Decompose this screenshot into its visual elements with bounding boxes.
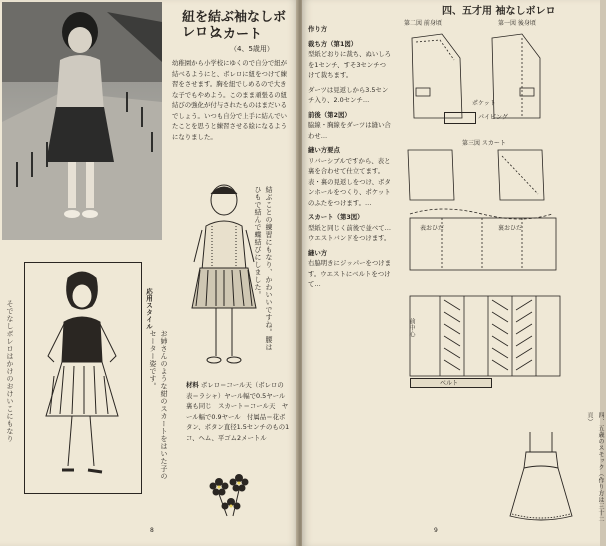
girl-illustration xyxy=(34,266,130,490)
skirt-pattern-diagram xyxy=(402,144,562,274)
cutting-heading: 裁ち方（第1図） xyxy=(308,39,358,48)
smock-illustration xyxy=(508,428,574,524)
fig2-label: 第二図 前身頃 xyxy=(404,20,442,27)
front-fold-label: 表おひだ xyxy=(420,225,445,232)
sewing-heading: 縫い方 xyxy=(308,248,328,257)
sewing-points-heading: 縫い方要点 xyxy=(308,146,340,154)
materials-text: ボレロ＝コール天（ボレロの表＝ラシャ）ヤール幅で0.5ヤール 裏も同じ スカート＝コール天 ヤール幅で0.9ヤール 付属品＝花ボタン、ボタン直径1.5センチのもの1コ、ヘム、平ゴム2メートル xyxy=(186,381,292,442)
right-page xyxy=(302,0,604,546)
age-range: （4、5歳用） xyxy=(230,45,274,53)
front-back-heading: 前後（第2図） xyxy=(308,110,351,119)
materials-label: 材料 xyxy=(186,381,199,389)
child-photo xyxy=(2,2,162,240)
side-caption: 四、五歳のスモック（作り方は三十二頁） xyxy=(586,412,604,523)
pocket-diagram xyxy=(444,112,476,124)
pocket-label: ポケット xyxy=(472,100,496,107)
back-fold-label: 裏おひだ xyxy=(498,225,523,232)
intro-text: 幼稚園から小学校にゆくので自分で紐が結べるようにと、ボレロに紐をつけて練習をさせます。胸を紐でしめるので大きな子でもやめよう。このまま頑張るの紐結びの強化が付与されたものはまだいるでしょう。いつも自分で上手に結んでいたことを思うと練習させる絵になるようになりました。 xyxy=(172,59,288,141)
diagram-title: 四、五才用 袖なしボレロ xyxy=(442,6,556,17)
instruction-column xyxy=(308,22,392,522)
page-number-left: 8 xyxy=(150,527,154,534)
article-title-line1: 紐を結ぶ袖なしボレロと xyxy=(182,10,287,40)
how-to-heading: 作り方 xyxy=(308,25,328,33)
skirt-heading: スカート（第3図） xyxy=(308,213,364,221)
sewing-text: 右脇明きにジッパーをつけます。ウエストにベルトをつけて… xyxy=(308,259,392,288)
cutting-text: 型紙どおりに裁ち、ぬいしろを1センチ、すそ3センチつけて裁ちます。 xyxy=(308,50,392,79)
article-title-line2: スカート xyxy=(210,27,263,42)
piping-label: パイピング xyxy=(478,114,508,121)
illustration-caption: 結ぶことの練習にもなり、かわいいですね。腰はひもで結んで蝶結びにしました。 xyxy=(254,186,273,351)
front-back-text: 脇線・胸線をダーツは縫い合わせ… xyxy=(308,121,391,140)
belt-label: ベルト xyxy=(440,380,459,387)
page-number-right: 9 xyxy=(434,527,438,534)
style-label: 応用スタイル xyxy=(145,288,153,330)
flower-ornament xyxy=(205,468,255,518)
fig1-label: 第一図 後身頃 xyxy=(498,20,536,27)
sewing-points-text: リバーシブルですから、表と裏を合わせて仕立てます。表・裏の見返しをつけ、ボタンホールをつくり、ポケットのふたをつけます。… xyxy=(308,156,391,207)
style-caption-secondary: そでなしボレロはかけのおけいこにもなり xyxy=(6,300,14,443)
center-front-label: 前中心 xyxy=(408,318,415,338)
bodice-pattern-diagram xyxy=(402,28,562,138)
style-caption: お姉さんのような紺のスカートをはいた子のセーター姿です。 xyxy=(149,330,168,480)
fig3-label: 第三図 スカート xyxy=(462,140,506,147)
dart-text: ダーツは見返しから3.5センチ入り、2.0センチ… xyxy=(308,85,389,104)
left-page xyxy=(0,0,298,546)
skirt-text: 型紙と同じく前後で並べて…ウエストバンドをつけます。 xyxy=(308,223,392,242)
materials-block xyxy=(186,380,290,456)
